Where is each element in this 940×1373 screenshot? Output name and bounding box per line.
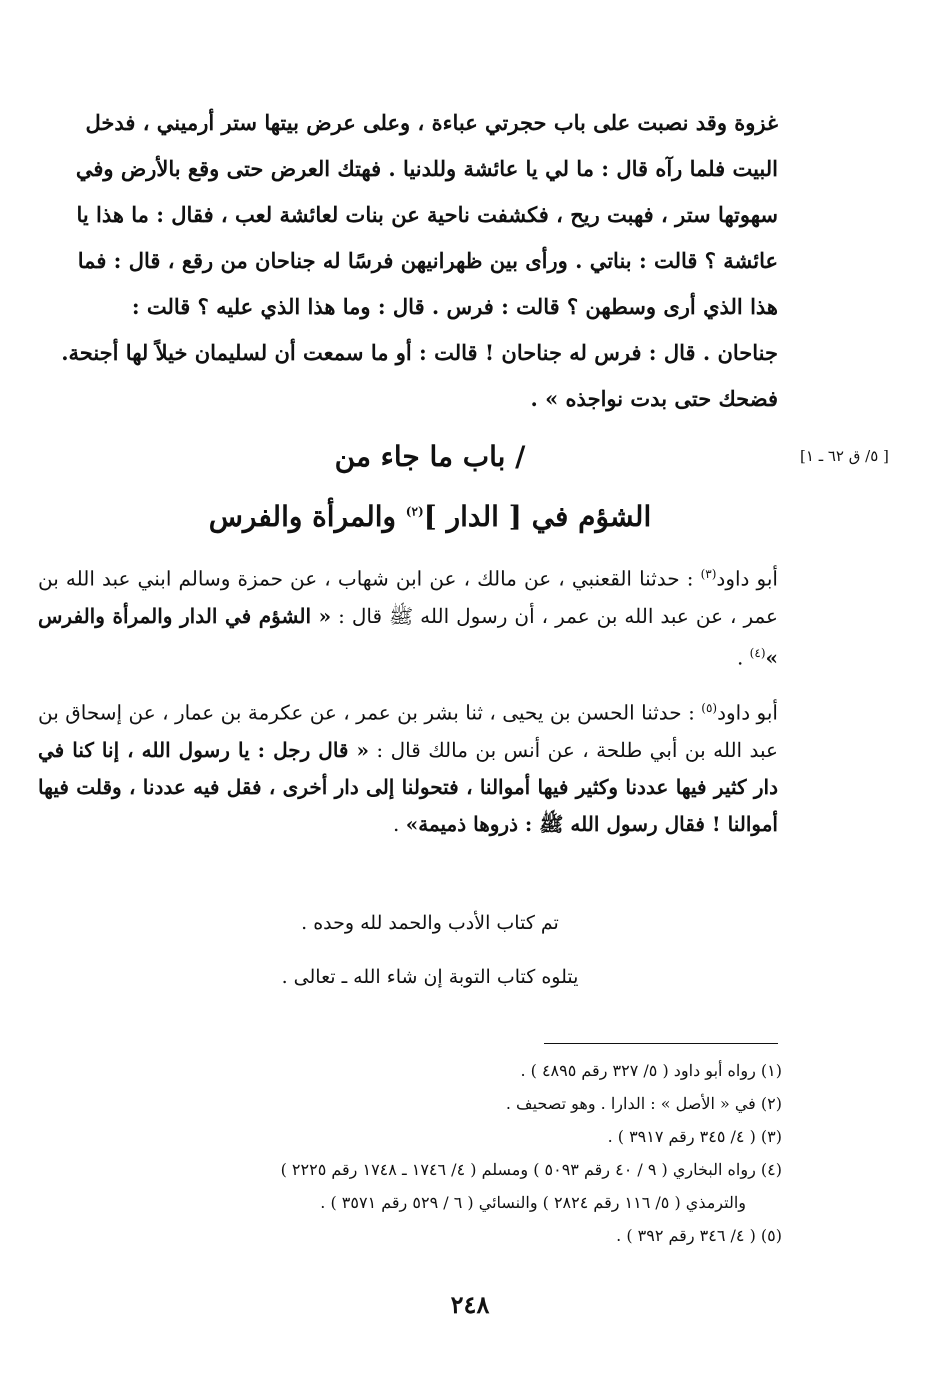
footnote-ref: (٤) xyxy=(749,645,766,660)
page-number: ٢٤٨ xyxy=(450,1290,490,1319)
footnote-ref: (٥) xyxy=(701,701,718,715)
footnote-continuation: والترمذي ( ٥/ ١١٦ رقم ٢٨٢٤ ) والنسائي ( ٦ / ٥٢٩ رقم ٣٥٧١ ) . xyxy=(320,1193,746,1212)
hadith-text xyxy=(38,556,778,676)
matn-quote: « الشؤم في الدار والمرأة والفرس » xyxy=(38,603,778,670)
punctuation: . xyxy=(392,811,406,836)
chapter-heading-line1: / باب ما جاء من xyxy=(334,440,526,473)
footnote: (٣) ( ٤/ ٣٤٥ رقم ٣٩١٧ ) . xyxy=(607,1127,782,1146)
footnote-ref: (٣) xyxy=(700,567,717,581)
hadith-text xyxy=(38,690,778,843)
footnote-ref: (٢) xyxy=(405,504,424,519)
intro-line: سهوتها ستر ، فهبت ريح ، فكشفت ناحية عن بنات لعائشة لعب ، فقال : ما هذا يا xyxy=(76,202,778,227)
intro-line: هذا الذي أرى وسطهن ؟ قالت : فرس . قال : وما هذا الذي عليه ؟ قالت : xyxy=(131,294,778,319)
hadith-abu-dawud-2 xyxy=(38,690,778,843)
isnad: : حدثنا الحسن بن يحيى ، ثنا بشر بن عمر ، عن عكرمة بن عمار ، عن إسحاق بن عبد الله بن أبي طلحة ، عن أنس بن مالك قال : xyxy=(38,700,778,762)
punctuation: . xyxy=(736,645,750,670)
narrator: أبو داود xyxy=(717,700,778,725)
footnotes-list xyxy=(30,1054,782,1252)
manuscript-folio-note: [ ٥/ ق ٦٢ ـ ١] xyxy=(800,447,889,465)
footnote: (٢) في « الأصل » : الدارا . وهو تصحيف . xyxy=(505,1094,782,1113)
intro-line: البيت فلما رآه قال : ما لي يا عائشة وللدنيا . فهتك العرض حتى وقع بالأرض وفي xyxy=(75,156,778,181)
intro-line: غزوة وقد نصبت على باب حجرتي عباءة ، وعلى عرض بيتها ستر أرميني ، فدخل xyxy=(85,110,778,135)
intro-line: جناحان . قال : فرس له جناحان ! قالت : أو ما سمعت أن لسليمان خيلاً لها أجنحة. xyxy=(61,340,778,365)
footnote: (٤) رواه البخاري ( ٩ / ٤٠ رقم ٥٠٩٣ ) ومسلم ( ٤/ ١٧٤٦ ـ ١٧٤٨ رقم ٢٢٢٥ ) xyxy=(280,1160,782,1179)
footnote: (٥) ( ٤/ ٣٤٦ رقم ٣٩٢ ) . xyxy=(616,1226,782,1245)
footnote-separator xyxy=(544,1043,778,1044)
isnad: : حدثنا القعنبي ، عن مالك ، عن ابن شهاب ، عن حمزة وسالم ابني عبد الله بن عمر ، عن عبد الله بن عمر ، أن رسول الله ﷺ قال : xyxy=(38,566,778,628)
intro-line: فضحك حتى بدت نواجذه » . xyxy=(530,386,778,411)
footnote: (١) رواه أبو داود ( ٥/ ٣٢٧ رقم ٤٨٩٥ ) . xyxy=(520,1061,782,1080)
intro-paragraph xyxy=(38,100,778,422)
heading-part: والمرأة والفرس xyxy=(208,500,406,533)
chapter-heading-line2 xyxy=(150,500,710,533)
hadith-abu-dawud-1 xyxy=(38,556,778,676)
matn-quote: « قال رجل : يا رسول الله ، إنا كنا في دار كثير فيها عددنا وكثير فيها أموالنا ، فتحولنا إلى دار أخرى ، فقل فيه عددنا ، وقلت فيها أموالنا ! فقال رسول الله ﷺ : ذروها ذميمة» xyxy=(38,737,778,836)
intro-line: عائشة ؟ قالت : بناتي . ورأى بين ظهرانيهن فرسًا له جناحان من رقع ، قال : فما xyxy=(77,248,778,273)
closing-line-1: تم كتاب الأدب والحمد لله وحده . xyxy=(301,912,559,934)
heading-part: الشؤم في [ الدار ] xyxy=(423,500,652,533)
narrator: أبو داود xyxy=(716,566,778,591)
closing-line-2: يتلوه كتاب التوبة إن شاء الله ـ تعالى . xyxy=(281,966,579,988)
